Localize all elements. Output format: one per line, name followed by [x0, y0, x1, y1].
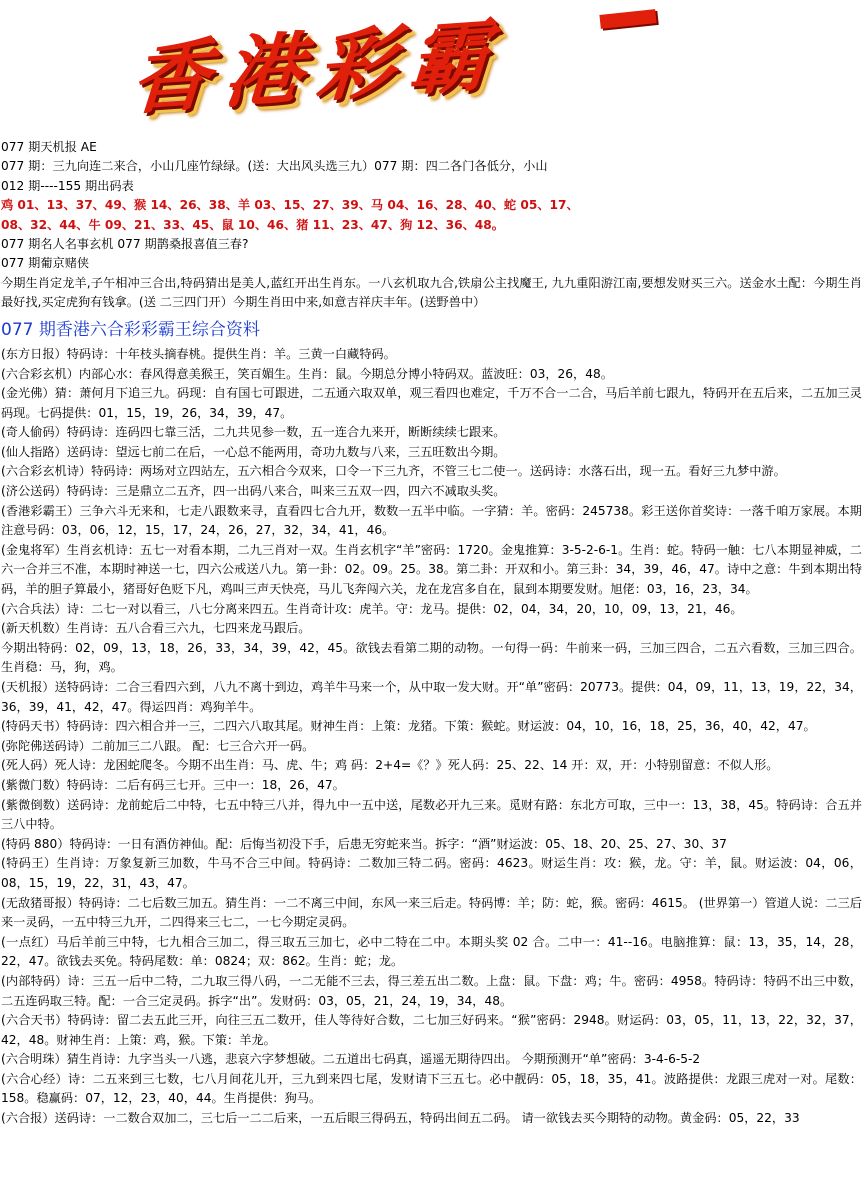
entry: 今期出特码：02，09，13，18，26，33，34，39，42，45。欲钱去看第二期的动物。一句得一码：牛前来一码，三加三四合，二五六看数，三加三四合。生肖稳：马，狗，鸡。: [1, 640, 862, 675]
header-line-3: 012 期----155 期出码表: [1, 178, 134, 193]
zodiac-numbers-line-1: 鸡 01、13、37、49、猴 14、26、38、羊 03、15、27、39、马 04、16、28、40、蛇 05、17、: [1, 198, 579, 213]
entry: (金鬼将军）生肖玄机诗：五七一对看本期，二九三肖对一双。生肖玄机字“羊”密码：1720。金鬼推算：3-5-2-6-1。生肖：蛇。特码一触：七八本期显神威，二六一合并三不准，本期时神送一七，四六公戒送八九。第一卦：02。09。25。38。第二卦：开双和小。第三卦：34，39，46，47。诗中之意：牛到本期出特码，羊的胆子算最小，猪哥好色贬下凡，鸡叫三声天快亮，马儿飞奔闯六关，龙在龙宫多自在，鼠到本期要发财。旭佬：03，16，23，34。: [1, 542, 862, 597]
header-line-1: 077 期天机报 AE: [1, 140, 97, 154]
entry: (一点红）马后羊前三中特，七九相合三加二，得三取五三加七，必中二特在二中。本期头奖 02 合。二中一：41--16。电脑推算：鼠：13，35，14，28，22，47。欲钱去买免。特码尾数：单：0824；双：862。生肖：蛇；龙。: [1, 934, 862, 969]
entry: (天机报）送特码诗：二合三看四六到，八九不离十到边，鸡羊牛马来一个，从中取一发大财。开“单”密码：20773。提供：04，09，11，13，19，22，34，36，39，41，42，47。得运四肖：鸡狗羊牛。: [1, 680, 862, 714]
entry: (内部特码）诗：三五一后中二特，二九取三得八码，一二无能不三去，得三差五出二数。上盘：鼠。下盘：鸡；牛。密码：4958。特码诗：特码不出三中数，二五连码取三特。配：一合三定灵码。拆字“出”。发财码：03，05，21，24，19，34，48。: [1, 973, 862, 1008]
entry: (弥陀佛送码诗）二前加三二八跟。 配：七三合六开一码。: [1, 738, 315, 753]
entry: (紫微倒数）送码诗：龙前蛇后二中特，七五中特三八并，得九中一五中送，尾数必开九三来。觅财有路：东北方可取，三中一：13，38，45。特码诗：合五并三八中特。: [1, 797, 862, 832]
entry: (六合彩玄机）内部心水：春风得意美猴王，笑百媚生。生肖：鼠。今期总分博小特码双。蓝波旺：03，26，48。: [1, 366, 613, 381]
document-body: [0, 138, 863, 1129]
entries-list: [0, 345, 863, 1129]
entry: (金光佛）猜：萧何月下追三九。码现：自有国七可跟进，二五通六取双单，观三看四也难定，千万不合一二合，马后羊前七跟九，特码开在五后来，二五加三灵码现。七码提供：01，15，19，26，34，39，47。: [1, 386, 862, 420]
mid-paragraph: 今期生肖定龙羊,子午相冲三合出,特码猜出是美人,蓝红开出生肖东。一八玄机取九合,铁扇公主找魔王, 九九重阳游江南,要想发财买三六。送金水土配：今期生肖最好找,买定虎狗有钱拿。(送 二三四门开）今期生肖田中来,如意吉祥庆丰年。(送野兽中）: [1, 275, 862, 310]
entry: (新天机数）生肖诗：五八合看三六九，七四来龙马跟后。: [1, 621, 311, 636]
entry: (六合报）送码诗：一二数合双加二，三七后一二二后来，一五后眼三得码五，特码出间五二码。 请一欲钱去买今期特的动物。黄金码：05，22，33: [1, 1111, 800, 1126]
entry: (六合心经）诗：二五来到三七数，七八月间花儿开，三九到来四七尾，发财请下三五七。必中靓码：05，18，35，41。波路提供：龙跟三虎对一对。尾数：158。稳赢码：07，12，23，40，44。生肖提供：狗马。: [1, 1071, 862, 1106]
mid-line-1: 077 期名人名事玄机 077 期鹊桑报喜值三春?: [1, 236, 249, 251]
entry: (奇人偷码）特码诗：连码四七靠三活，二九共见参一数，五一连合九来开，断断续续七跟来。: [1, 425, 506, 440]
entry: (六合兵法）诗：二七一对以看三，八七分离来四五。生肖奇计攻：虎羊。守：龙马。提供：02，04，34，20，10，09，13，21，46。: [1, 601, 743, 616]
banner-stripe: [599, 9, 656, 29]
entry: (六合彩玄机诗）特码诗：两场对立四站左，五六相合今双来，口令一下三九齐，不管三七二使一。送码诗：水落石出，现一五。看好三九梦中游。: [1, 464, 786, 479]
entry: (六合明珠）猜生肖诗：九字当头一八逃，悲哀六字梦想破。二五道出七码真，遥遥无期待四出。 今期预测开“单”密码：3-4-6-5-2: [1, 1052, 701, 1067]
entry: (特码王）生肖诗：万象复新三加数，牛马不合三中间。特码诗：二数加三特二码。密码：4623。财运生肖：攻：猴，龙。守：羊，鼠。财运波：04，06，08，15，19，22，31，43，47。: [1, 856, 862, 890]
entry: (仙人指路）送码诗：望远七前二在后，一心总不能两用，奇功九数与八来，三五旺数出今期。: [1, 444, 506, 459]
mid-line-2: 077 期葡京赌侠: [1, 256, 90, 271]
entry: (东方日报）特码诗：十年枝头摘春桃。提供生肖：羊。三黄一白藏特码。: [1, 346, 396, 361]
entry: (特码天书）特码诗：四六相合并一三，二四六八取其尾。财神生肖：上策：龙猪。下策：猴蛇。财运波：04，10，16，18，25，36，40，42，47。: [1, 719, 816, 734]
entry: (特码 880）特码诗：一日有酒仿神仙。配：后悔当初没下手，后患无穷蛇来当。拆字：“酒”财运波：05、18、20、25、27、30、37: [1, 836, 727, 851]
entry: (无敌猪哥报）特码诗：二七后数三加五。猜生肖：一二不离三中间，东风一来三后走。特码博：羊；防：蛇，猴。密码：4615。 (世界第一）管道人说：二三后来一灵码，一五中特三九开，二四得来三七二，一七今期定灵码。: [1, 895, 862, 930]
entry: (香港彩霸王）三争六斗无来和，七走八跟数来寻，直看四七合九开，数数一五半中临。一字猜：羊。密码：245738。彩王送你首奖诗：一落千咱万家展。本期注意号码：03，06，12，15，17，24，26，27，32，34，41，46。: [1, 503, 862, 538]
entry: (济公送码）特码诗：三是鼎立二五齐，四一出码八来合，叫来三五双一四，四六不减取头奖。: [1, 484, 506, 499]
entry: (六合天书）特码诗：留二去五此三开，向往三五二数开，佳人等待好合数，二七加三好码来。“猴”密码：2948。财运码：03，05，11，13，22，32，37，42，48。财神生肖：上策：鸡，猴。下策：羊龙。: [1, 1013, 862, 1047]
banner-title: 香港彩霸: [128, 9, 506, 127]
banner: [0, 0, 863, 136]
header-line-2: 077 期：三九向连二来合，小山几座竹绿绿。(送：大出风头选三九）077 期：四二各门各低分，小山: [1, 159, 548, 174]
entry: (紫微门数）特码诗：二后有码三七开。三中一：18，26，47。: [1, 777, 345, 792]
section-heading: 077 期香港六合彩彩霸王综合资料: [1, 319, 260, 340]
entry: (死人码）死人诗：龙困蛇爬冬。今期不出生肖：马、虎、牛；鸡 码：2+4=《？》死人码：25、22、14 开：双，开：小特别留意：不似人形。: [1, 758, 779, 773]
zodiac-numbers-line-2: 08、32、44、牛 09、21、33、45、鼠 10、46、猪 11、23、47、狗 12、36、48。: [1, 217, 504, 232]
